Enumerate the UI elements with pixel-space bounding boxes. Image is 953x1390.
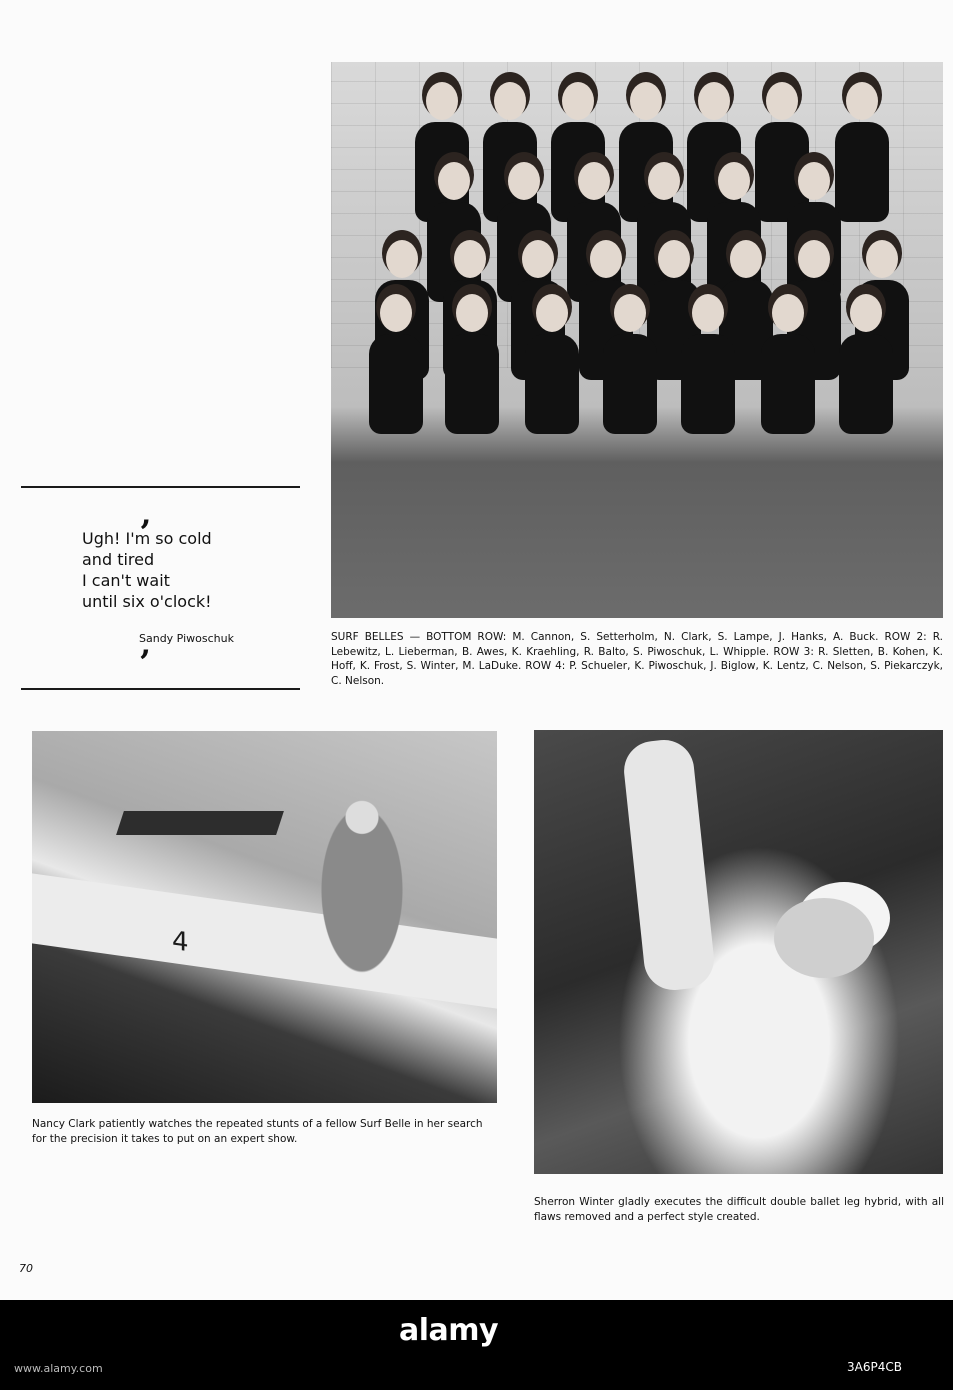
swimsuit [603,334,657,434]
swimmer-figure [599,294,661,444]
swimmer-head [456,294,488,332]
swimsuit [369,334,423,434]
swimsuit [445,334,499,434]
swimmer-head [386,240,418,278]
starting-bench [116,811,284,835]
swimmer-head [508,162,540,200]
open-quote-mark: ‘ [139,495,151,535]
swimmer-head [578,162,610,200]
swimmer-head [536,294,568,332]
pool-photo [32,731,497,1103]
swimmer-figure [365,294,427,444]
swimmer-head [494,82,526,120]
team-photo [331,62,943,618]
swimmer-head [798,162,830,200]
quote-line: until six o'clock! [82,592,212,611]
swimmer-figure [835,294,897,444]
banner-url: www.alamy.com [14,1362,103,1375]
swimsuit [761,334,815,434]
swimmer-head [590,240,622,278]
swimmer-head [866,240,898,278]
swimmer-head [454,240,486,278]
pool-photo-caption: Nancy Clark patiently watches the repeated stunts of a fellow Surf Belle in her search for the precision it takes to put on an expert show. [32,1118,483,1145]
swimmer-head [772,294,804,332]
ballet-photo-caption: Sherron Winter gladly executes the difficult double ballet leg hybrid, with all flaws removed and a perfect style created. [534,1196,944,1223]
swimmer-head [522,240,554,278]
swimmer-head [380,294,412,332]
swimmer-head [798,240,830,278]
swimmer-head [850,294,882,332]
swimmer-head [766,82,798,120]
swimmer-figure [677,294,739,444]
swimmer-head [426,82,458,120]
swimmer-figure [521,294,583,444]
swimsuit [525,334,579,434]
banner-image-id: 3A6P4CB [847,1360,902,1374]
quote-line: and tired [82,550,155,569]
swimmer-figure [757,294,819,444]
swimsuit [681,334,735,434]
swimmer-head [630,82,662,120]
swimmer-figure [441,294,503,444]
swimmer-head [846,82,878,120]
swimmer-head [730,240,762,278]
quote-author: Sandy Piwoschuk [139,632,234,645]
pool-edge [32,873,497,1008]
swimmer-head [658,240,690,278]
swimmer-head [692,294,724,332]
close-quote-mark: ’ [139,643,151,683]
swimmer-head [718,162,750,200]
page-number: 70 [19,1262,33,1275]
swimmer-head [438,162,470,200]
swimmer-face [774,898,874,978]
quote-line: I can't wait [82,571,170,590]
swimmer-head [562,82,594,120]
swimmer-head [698,82,730,120]
seated-swimmer [302,791,422,1011]
team-photo-caption: SURF BELLES — BOTTOM ROW: M. Cannon, S. Setterholm, N. Clark, S. Lampe, J. Hanks, A. Buck. ROW 2: R. Lebewitz, L. Lieberman, B. Awes, K. Kraehling, R. Balto, S. Piwoschuk, L. Whipple. ROW 3: R. Sletten, B. Kohen, K. Hoff, K. Frost, S. Winter, M. LaDuke. ROW 4: P. Schueler, K. Piwoschuk, J. Biglow, K. Lentz, C. Nelson, S. Piekarczyk, C. Nelson. [331,631,943,687]
quote-line: Ugh! I'm so cold [82,529,212,548]
lane-number: 4 [172,925,189,959]
swimsuit [839,334,893,434]
quote-text [82,528,212,612]
swimmer-head [648,162,680,200]
quote-block [21,486,300,690]
banner-logo: alamy [399,1313,499,1348]
raised-legs [621,737,717,993]
ballet-leg-photo [534,730,943,1174]
swimmer-head [614,294,646,332]
